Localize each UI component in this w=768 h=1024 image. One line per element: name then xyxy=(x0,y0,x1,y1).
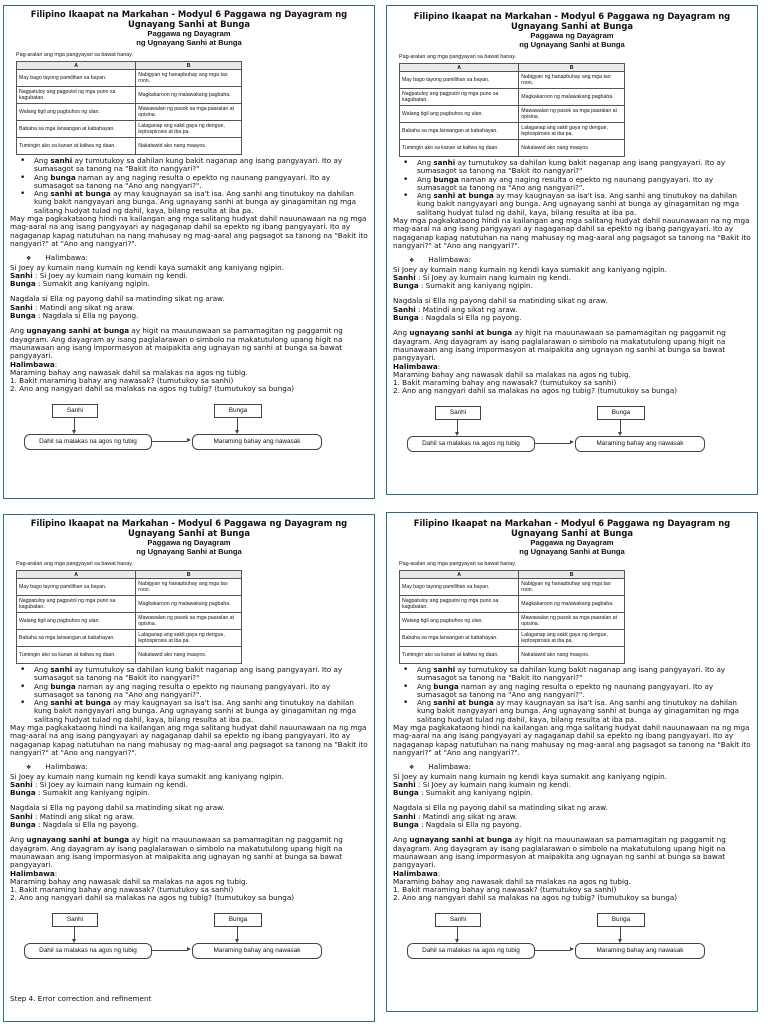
text: naman ay ang naging resulta o epekto ng naunang pangyayari. Ito ay sumasagot sa tanong na "Ano ang nangyari?". xyxy=(417,174,714,192)
table-row xyxy=(17,121,242,138)
diagram-effect-box: Maraming bahay ang nawasak xyxy=(192,943,322,959)
bunga-label: Bunga xyxy=(393,820,419,830)
sanhi-label: Sanhi xyxy=(10,811,33,821)
text: naman ay ang naging resulta o epekto ng naunang pangyayari. Ito ay sumasagot sa tanong na "Ano ang nangyari?". xyxy=(417,681,714,699)
cell-b: Nabigyan ng hanapbuhay ang mga tao roon. xyxy=(519,72,625,89)
list-item-sanhi-at-bunga xyxy=(34,190,368,215)
cell-b: Lalaganap ang sakit gaya ng dengue, leptospirosis at iba pa. xyxy=(519,630,625,647)
diagram-effect-box: Maraming bahay ang nawasak xyxy=(575,436,705,452)
table-row xyxy=(400,630,625,647)
cell-a: Nagpatuloy ang pagputol ng mga puno sa kagubatan. xyxy=(17,596,136,613)
cell-b: Lalaganap ang sakit gaya ng dengue, leptospirosis at iba pa. xyxy=(519,123,625,140)
diagram-bunga-box: Bunga xyxy=(597,406,645,420)
cell-b: Magkakaroon ng malawakang pagbaha. xyxy=(136,87,242,104)
sanhi-label: Sanhi xyxy=(393,304,416,314)
example3-q2: 2. Ano ang nangyari dahil sa malakas na agos ng tubig? (tumutukoy sa bunga) xyxy=(393,893,678,903)
cell-b: Nabigyan ng hanapbuhay ang mga tao roon. xyxy=(136,579,242,596)
instruction: Pag-aralan ang mga pangyayari sa bawat hanay. xyxy=(16,561,134,567)
list-item-bunga xyxy=(34,174,368,191)
example1-sentence: Si Joey ay kumain nang kumain ng kendi kaya sumakit ang kaniyang ngipin. xyxy=(393,771,667,781)
text: Ang xyxy=(393,835,410,845)
text: ay higit na mauunawaan sa pamamagitan ng paggamit ng dayagram. Ang dayagram ay isang paglalarawan o simbolo na makatutulong upang higit na maunawaan ang isang impormasyon at maipakita ang ugnayan ng sanhi at bunga sa bawat pangyayari. xyxy=(10,835,343,870)
list-item-bunga xyxy=(417,176,751,193)
example3-q1: 1. Bakit maraming bahay ang nawasak? (tumutukoy sa sanhi) xyxy=(393,378,617,388)
table-row xyxy=(400,140,625,157)
text: : Sumakit ang kaniyang ngipin. xyxy=(418,788,533,798)
diagram-sanhi-box: Sanhi xyxy=(52,404,98,418)
module-page-copy-1 xyxy=(3,5,375,499)
term-bunga: bunga xyxy=(433,681,459,691)
diagram-cause-box: Dahil sa malakas na agos ng tubig xyxy=(407,943,535,959)
paragraph-hudyat: May mga pagkakataong hindi na kailangan ang mga salitang hudyat dahil nauunawaan na ng mga mag-aaral na ang isang pangyayari ay nagaganap dahil sa epekto ng ibang pangyayari. Ito ay nagaganap kapag natutuhan na nang mahusay ng mag-aaral ang pagsagot sa tanong na "Bakit ito nangyari?" at "Ano ang nangyari?". xyxy=(393,723,751,757)
diagram-bunga-box: Bunga xyxy=(214,913,262,927)
example3-sentence: Maraming bahay ang nawasak dahil sa malakas na agos ng tubig. xyxy=(393,876,631,886)
text: ay tumutukoy sa dahilan kung bakit naganap ang isang pangyayari. Ito ay sumasagot sa tanong na "Bakit ito nangyari?" xyxy=(417,158,726,176)
example3-q2: 2. Ano ang nangyari dahil sa malakas na agos ng tubig? (tumutukoy sa bunga) xyxy=(10,893,295,903)
subtitle-line2: ng Ugnayang Sanhi at Bunga xyxy=(519,546,625,556)
text: ay may kaugnayan sa isa't isa. Ang sanhi ang tinutukoy na dahilan kung bakit nangyayari ang bunga. Ang ugnayang sanhi at bunga ay ginagamitan ng mga salitang hudyat tulad ng dahil, kaya, bilang resulta at iba pa. xyxy=(34,698,357,724)
arrow-right-icon xyxy=(187,947,191,951)
example3-sentence: Maraming bahay ang nawasak dahil sa malakas na agos ng tubig. xyxy=(10,876,248,886)
column-a-header: A xyxy=(17,571,136,579)
term-ugnayan: ugnayang sanhi at bunga xyxy=(409,835,513,845)
subtitle-line1: Paggawa ng Dayagram xyxy=(147,538,231,548)
halimbawa-label: Halimbawa: xyxy=(45,253,88,263)
arrow-right-icon xyxy=(570,947,574,951)
example2-sentence: Nagdala si Ella ng payong dahil sa matinding sikat ng araw. xyxy=(393,296,608,306)
cell-b: Mawawalan ng pasok sa mga paaralan at opisina. xyxy=(519,106,625,123)
diamond-icon: ❖ xyxy=(26,764,32,772)
text: Ang xyxy=(34,698,51,708)
list-item-sanhi xyxy=(34,157,368,174)
table-row xyxy=(17,596,242,613)
subtitle-line2: ng Ugnayang Sanhi at Bunga xyxy=(136,37,242,47)
text: ay may kaugnayan sa isa't isa. Ang sanhi ang tinutukoy na dahilan kung bakit nangyayari ang bunga. Ang ugnayang sanhi at bunga ay ginagamitan ng mga salitang hudyat tulad ng dahil, kaya, bilang resulta at iba pa. xyxy=(34,189,357,215)
connector-line xyxy=(620,926,621,940)
list-item-sanhi xyxy=(417,159,751,176)
term-sanhi-at-bunga: sanhi at bunga xyxy=(433,191,494,201)
text: Ang xyxy=(417,698,434,708)
term-sanhi-at-bunga: sanhi at bunga xyxy=(50,698,111,708)
instruction: Pag-aralan ang mga pangyayari sa bawat hanay. xyxy=(399,54,517,60)
column-b-header: B xyxy=(136,62,242,70)
cell-a: Babaha sa mga lansangan at kabahayan. xyxy=(400,123,519,140)
instruction: Pag-aralan ang mga pangyayari sa bawat hanay. xyxy=(16,52,134,58)
arrow-right-icon xyxy=(187,438,191,442)
example1-sentence: Si Joey ay kumain nang kumain ng kendi kaya sumakit ang kaniyang ngipin. xyxy=(10,262,284,272)
connector-line xyxy=(237,417,238,431)
example2-bunga xyxy=(393,821,751,829)
text: Ang xyxy=(417,191,434,201)
bunga-label: Bunga xyxy=(393,281,419,291)
cell-a: Nagpatuloy ang pagputol ng mga puno sa kagubatan. xyxy=(400,596,519,613)
colon: : xyxy=(54,359,58,369)
term-sanhi-at-bunga: sanhi at bunga xyxy=(50,189,111,199)
cell-a: Nagpatuloy ang pagputol ng mga puno sa kagubatan. xyxy=(17,87,136,104)
halimbawa2-label: Halimbawa xyxy=(393,868,438,878)
term-ugnayan: ugnayang sanhi at bunga xyxy=(26,835,130,845)
cause-effect-diagram xyxy=(393,913,751,973)
definition-list xyxy=(417,159,751,217)
cell-a: Babaha sa mga lansangan at kabahayan. xyxy=(17,121,136,138)
footer-step-text: Step 4. Error correction and refinement xyxy=(10,994,152,1003)
text: ay may kaugnayan sa isa't isa. Ang sanhi ang tinutukoy na dahilan kung bakit nangyayari ang bunga. Ang ugnayang sanhi at bunga ay ginagamitan ng mga salitang hudyat tulad ng dahil, kaya, bilang resulta at iba pa. xyxy=(417,191,740,217)
example1-bunga xyxy=(393,282,751,290)
example3-sentence: Maraming bahay ang nawasak dahil sa malakas na agos ng tubig. xyxy=(10,367,248,377)
ugnayan-paragraph xyxy=(393,836,751,869)
text: : Matindi ang sikat ng araw. xyxy=(415,304,518,314)
connector-line xyxy=(74,926,75,940)
connector-line xyxy=(457,419,458,433)
cell-b: Nabigyan ng hanapbuhay ang mga tao roon. xyxy=(136,70,242,87)
cell-a: May bago tayong pamilihan sa bayan. xyxy=(400,72,519,89)
text: Ang xyxy=(34,189,51,199)
table-row xyxy=(17,647,242,664)
halimbawa-label: Halimbawa: xyxy=(428,762,471,772)
list-item-sanhi xyxy=(417,666,751,683)
bunga-label: Bunga xyxy=(10,788,36,798)
example2-sentence: Nagdala si Ella ng payong dahil sa matinding sikat ng araw. xyxy=(393,803,608,813)
text: Ang xyxy=(417,665,434,674)
text: ay tumutukoy sa dahilan kung bakit naganap ang isang pangyayari. Ito ay sumasagot sa tanong na "Bakit ito nangyari?" xyxy=(34,665,343,683)
table-row xyxy=(17,630,242,647)
table-row xyxy=(17,579,242,596)
cell-b: Mawawalan ng pasok sa mga paaralan at opisina. xyxy=(136,104,242,121)
cell-a: Tumingin ako sa kanan at kaliwa ng daan. xyxy=(17,138,136,155)
text: naman ay ang naging resulta o epekto ng naunang pangyayari. Ito ay sumasagot sa tanong na "Ano ang nangyari?". xyxy=(34,172,331,190)
cell-b: Nakatawid ako nang maayos. xyxy=(519,140,625,157)
text: ay tumutukoy sa dahilan kung bakit naganap ang isang pangyayari. Ito ay sumasagot sa tanong na "Bakit ito nangyari?" xyxy=(417,665,726,683)
example1-bunga xyxy=(393,789,751,797)
cell-a: Tumingin ako sa kanan at kaliwa ng daan. xyxy=(400,647,519,664)
text: Ang xyxy=(393,328,410,338)
connector-line xyxy=(457,926,458,940)
diamond-icon: ❖ xyxy=(409,764,415,772)
text: : Sumakit ang kaniyang ngipin. xyxy=(35,279,150,289)
cell-a: Walang tigil ang pagbuhos ng ulan. xyxy=(17,613,136,630)
text: Ang xyxy=(417,681,434,691)
cell-b: Magkakaroon ng malawakang pagbaha. xyxy=(136,596,242,613)
connector-line xyxy=(237,926,238,940)
connector-line xyxy=(620,419,621,433)
term-sanhi: sanhi xyxy=(433,158,456,167)
list-item-bunga xyxy=(417,683,751,700)
cell-a: May bago tayong pamilihan sa bayan. xyxy=(17,579,136,596)
cell-b: Magkakaroon ng malawakang pagbaha. xyxy=(519,89,625,106)
halimbawa-label: Halimbawa: xyxy=(45,762,88,772)
example3-q1: 1. Bakit maraming bahay ang nawasak? (tumutukoy sa sanhi) xyxy=(10,885,234,895)
text: : Si Joey ay kumain nang kumain ng kendi. xyxy=(415,779,571,789)
example1-sentence: Si Joey ay kumain nang kumain ng kendi kaya sumakit ang kaniyang ngipin. xyxy=(10,771,284,781)
example3-q1: 1. Bakit maraming bahay ang nawasak? (tumutukoy sa sanhi) xyxy=(393,885,617,895)
list-item-sanhi-at-bunga xyxy=(417,192,751,217)
connector-line xyxy=(534,950,570,951)
cause-effect-diagram xyxy=(10,913,368,973)
example2-sentence: Nagdala si Ella ng payong dahil sa matinding sikat ng araw. xyxy=(10,803,225,813)
cell-b: Lalaganap ang sakit gaya ng dengue, leptospirosis at iba pa. xyxy=(136,630,242,647)
sanhi-label: Sanhi xyxy=(393,811,416,821)
table-row xyxy=(17,104,242,121)
cell-b: Magkakaroon ng malawakang pagbaha. xyxy=(519,596,625,613)
text: : Nagdala si Ella ng payong. xyxy=(35,311,139,321)
text: : Si Joey ay kumain nang kumain ng kendi. xyxy=(32,270,188,280)
list-item-sanhi-at-bunga xyxy=(417,699,751,724)
column-b-header: B xyxy=(519,64,625,72)
cell-a: May bago tayong pamilihan sa bayan. xyxy=(400,579,519,596)
connector-line xyxy=(151,441,187,442)
text: naman ay ang naging resulta o epekto ng naunang pangyayari. Ito ay sumasagot sa tanong na "Ano ang nangyari?". xyxy=(34,681,331,699)
cause-effect-diagram xyxy=(10,404,368,464)
table-row xyxy=(400,123,625,140)
text: Ang xyxy=(417,158,434,167)
diagram-sanhi-box: Sanhi xyxy=(435,406,481,420)
diagram-bunga-box: Bunga xyxy=(214,404,262,418)
list-item-sanhi-at-bunga xyxy=(34,699,368,724)
table-row xyxy=(400,596,625,613)
instruction: Pag-aralan ang mga pangyayari sa bawat hanay. xyxy=(399,561,517,567)
cell-a: Babaha sa mga lansangan at kabahayan. xyxy=(17,630,136,647)
table-row xyxy=(400,647,625,664)
cell-a: Tumingin ako sa kanan at kaliwa ng daan. xyxy=(400,140,519,157)
term-sanhi: sanhi xyxy=(50,665,73,674)
subtitle-line1: Paggawa ng Dayagram xyxy=(530,31,614,41)
module-header: Filipino Ikaapat na Markahan - Modyul 6 Paggawa ng Dayagram ng Ugnayang Sanhi at Bunga xyxy=(30,9,348,29)
cell-a: Tumingin ako sa kanan at kaliwa ng daan. xyxy=(17,647,136,664)
cell-a: Babaha sa mga lansangan at kabahayan. xyxy=(400,630,519,647)
diamond-icon: ❖ xyxy=(26,255,32,263)
cause-effect-table xyxy=(16,61,242,155)
diagram-cause-box: Dahil sa malakas na agos ng tubig xyxy=(24,943,152,959)
text: ay higit na mauunawaan sa pamamagitan ng paggamit ng dayagram. Ang dayagram ay isang paglalarawan o simbolo na makatutulong upang higit na maunawaan ang isang impormasyon at maipakita ang ugnayan ng sanhi at bunga sa bawat pangyayari. xyxy=(10,326,343,361)
definition-list xyxy=(34,666,368,724)
text: : Nagdala si Ella ng payong. xyxy=(418,820,522,830)
cell-b: Nakatawid ako nang maayos. xyxy=(136,647,242,664)
module-page-copy-4 xyxy=(386,512,758,1012)
colon: : xyxy=(437,361,441,371)
diagram-bunga-box: Bunga xyxy=(597,913,645,927)
list-item-sanhi xyxy=(34,666,368,683)
column-a-header: A xyxy=(17,62,136,70)
cell-b: Nakatawid ako nang maayos. xyxy=(136,138,242,155)
cell-b: Mawawalan ng pasok sa mga paaralan at opisina. xyxy=(136,613,242,630)
column-b-header: B xyxy=(519,571,625,579)
sanhi-label: Sanhi xyxy=(393,779,416,789)
bunga-label: Bunga xyxy=(393,788,419,798)
text: : Si Joey ay kumain nang kumain ng kendi. xyxy=(415,272,571,282)
cell-a: Walang tigil ang pagbuhos ng ulan. xyxy=(400,106,519,123)
bunga-label: Bunga xyxy=(393,313,419,323)
cell-a: Walang tigil ang pagbuhos ng ulan. xyxy=(400,613,519,630)
table-row xyxy=(17,87,242,104)
text: Ang xyxy=(34,681,51,691)
definition-list xyxy=(34,157,368,215)
table-row xyxy=(400,613,625,630)
diagram-effect-box: Maraming bahay ang nawasak xyxy=(192,434,322,450)
example3-q2: 2. Ano ang nangyari dahil sa malakas na agos ng tubig? (tumutukoy sa bunga) xyxy=(10,384,295,394)
connector-line xyxy=(151,950,187,951)
ugnayan-paragraph xyxy=(393,329,751,362)
paragraph-hudyat: May mga pagkakataong hindi na kailangan ang mga salitang hudyat dahil nauunawaan na ng mga mag-aaral na ang isang pangyayari ay nagaganap dahil sa epekto ng ibang pangyayari. Ito ay nagaganap kapag natutuhan na nang mahusay ng mag-aaral ang pagsagot sa tanong na "Bakit ito nangyari?" at "Ano ang nangyari?". xyxy=(10,214,368,248)
text: : Nagdala si Ella ng payong. xyxy=(35,820,139,830)
bunga-label: Bunga xyxy=(10,311,36,321)
text: ay higit na mauunawaan sa pamamagitan ng paggamit ng dayagram. Ang dayagram ay isang paglalarawan o simbolo na makatutulong upang higit na maunawaan ang isang impormasyon at maipakita ang ugnayan ng sanhi at bunga sa bawat pangyayari. xyxy=(393,328,726,363)
term-sanhi: sanhi xyxy=(433,665,456,674)
example1-sentence: Si Joey ay kumain nang kumain ng kendi kaya sumakit ang kaniyang ngipin. xyxy=(393,264,667,274)
term-bunga: bunga xyxy=(50,681,76,691)
text: : Nagdala si Ella ng payong. xyxy=(418,313,522,323)
module-header: Filipino Ikaapat na Markahan - Modyul 6 Paggawa ng Dayagram ng Ugnayang Sanhi at Bunga xyxy=(30,518,348,538)
diagram-cause-box: Dahil sa malakas na agos ng tubig xyxy=(407,436,535,452)
cause-effect-table xyxy=(399,63,625,157)
halimbawa2-label: Halimbawa xyxy=(393,361,438,371)
list-item-bunga xyxy=(34,683,368,700)
cause-effect-diagram xyxy=(393,406,751,466)
bunga-label: Bunga xyxy=(10,279,36,289)
text: : Sumakit ang kaniyang ngipin. xyxy=(35,788,150,798)
sanhi-label: Sanhi xyxy=(10,302,33,312)
column-a-header: A xyxy=(400,571,519,579)
column-a-header: A xyxy=(400,64,519,72)
table-row xyxy=(17,138,242,155)
term-ugnayan: ugnayang sanhi at bunga xyxy=(409,328,513,338)
diagram-cause-box: Dahil sa malakas na agos ng tubig xyxy=(24,434,152,450)
example3-q1: 1. Bakit maraming bahay ang nawasak? (tumutukoy sa sanhi) xyxy=(10,376,234,386)
term-bunga: bunga xyxy=(50,172,76,182)
cell-b: Lalaganap ang sakit gaya ng dengue, leptospirosis at iba pa. xyxy=(136,121,242,138)
colon: : xyxy=(54,868,58,878)
bunga-label: Bunga xyxy=(10,820,36,830)
text: ay may kaugnayan sa isa't isa. Ang sanhi ang tinutukoy na dahilan kung bakit nangyayari ang bunga. Ang ugnayang sanhi at bunga ay ginagamitan ng mga salitang hudyat tulad ng dahil, kaya, bilang resulta at iba pa. xyxy=(417,698,740,724)
diagram-sanhi-box: Sanhi xyxy=(435,913,481,927)
module-header: Filipino Ikaapat na Markahan - Modyul 6 Paggawa ng Dayagram ng Ugnayang Sanhi at Bunga xyxy=(413,518,731,538)
text: : Sumakit ang kaniyang ngipin. xyxy=(418,281,533,291)
table-row xyxy=(400,579,625,596)
module-page-copy-3 xyxy=(3,514,375,1022)
connector-line xyxy=(534,443,570,444)
text: Ang xyxy=(417,174,434,184)
text: Ang xyxy=(34,665,51,674)
cell-a: Walang tigil ang pagbuhos ng ulan. xyxy=(17,104,136,121)
cell-b: Nakatawid ako nang maayos. xyxy=(519,647,625,664)
ugnayan-paragraph xyxy=(10,836,368,869)
text: Ang xyxy=(10,326,27,336)
example3-q2: 2. Ano ang nangyari dahil sa malakas na agos ng tubig? (tumutukoy sa bunga) xyxy=(393,386,678,396)
subtitle-line1: Paggawa ng Dayagram xyxy=(147,29,231,39)
paragraph-hudyat: May mga pagkakataong hindi na kailangan ang mga salitang hudyat dahil nauunawaan na ng mga mag-aaral na ang isang pangyayari ay nagaganap dahil sa epekto ng ibang pangyayari. Ito ay nagaganap kapag natutuhan na nang mahusay ng mag-aaral ang pagsagot sa tanong na "Bakit ito nangyari?" at "Ano ang nangyari?". xyxy=(393,216,751,250)
text: ay tumutukoy sa dahilan kung bakit naganap ang isang pangyayari. Ito ay sumasagot sa tanong na "Bakit ito nangyari?" xyxy=(34,156,343,174)
sanhi-label: Sanhi xyxy=(393,272,416,282)
colon: : xyxy=(437,868,441,878)
term-sanhi-at-bunga: sanhi at bunga xyxy=(433,698,494,708)
example2-bunga xyxy=(393,314,751,322)
cell-a: May bago tayong pamilihan sa bayan. xyxy=(17,70,136,87)
example3-sentence: Maraming bahay ang nawasak dahil sa malakas na agos ng tubig. xyxy=(393,369,631,379)
text: : Si Joey ay kumain nang kumain ng kendi. xyxy=(32,779,188,789)
cause-effect-table xyxy=(16,570,242,664)
subtitle-line2: ng Ugnayang Sanhi at Bunga xyxy=(519,39,625,49)
cell-b: Nabigyan ng hanapbuhay ang mga tao roon. xyxy=(519,579,625,596)
text: ay higit na mauunawaan sa pamamagitan ng paggamit ng dayagram. Ang dayagram ay isang paglalarawan o simbolo na makatutulong upang higit na maunawaan ang isang impormasyon at maipakita ang ugnayan ng sanhi at bunga sa bawat pangyayari. xyxy=(393,835,726,870)
diagram-effect-box: Maraming bahay ang nawasak xyxy=(575,943,705,959)
column-b-header: B xyxy=(136,571,242,579)
text: Ang xyxy=(34,156,51,165)
subtitle-line1: Paggawa ng Dayagram xyxy=(530,538,614,548)
example1-bunga xyxy=(10,789,368,797)
diagram-sanhi-box: Sanhi xyxy=(52,913,98,927)
cause-effect-table xyxy=(399,570,625,664)
term-bunga: bunga xyxy=(433,174,459,184)
example2-bunga xyxy=(10,312,368,320)
example1-bunga xyxy=(10,280,368,288)
table-row xyxy=(400,89,625,106)
diamond-icon: ❖ xyxy=(409,257,415,265)
arrow-right-icon xyxy=(570,440,574,444)
cell-b: Mawawalan ng pasok sa mga paaralan at opisina. xyxy=(519,613,625,630)
sanhi-label: Sanhi xyxy=(10,779,33,789)
module-page-copy-2 xyxy=(386,5,758,495)
subtitle-line2: ng Ugnayang Sanhi at Bunga xyxy=(136,546,242,556)
example2-bunga xyxy=(10,821,368,829)
halimbawa2-label: Halimbawa xyxy=(10,359,55,369)
table-row xyxy=(400,72,625,89)
paragraph-hudyat: May mga pagkakataong hindi na kailangan ang mga salitang hudyat dahil nauunawaan na ng mga mag-aaral na ang isang pangyayari ay nagaganap dahil sa epekto ng ibang pangyayari. Ito ay nagaganap kapag natutuhan na nang mahusay ng mag-aaral ang pagsagot sa tanong na "Bakit ito nangyari?" at "Ano ang nangyari?". xyxy=(10,723,368,757)
term-ugnayan: ugnayang sanhi at bunga xyxy=(26,326,130,336)
connector-line xyxy=(74,417,75,431)
module-header: Filipino Ikaapat na Markahan - Modyul 6 Paggawa ng Dayagram ng Ugnayang Sanhi at Bunga xyxy=(413,11,731,31)
text: Ang xyxy=(10,835,27,845)
halimbawa-label: Halimbawa: xyxy=(428,255,471,265)
ugnayan-paragraph xyxy=(10,327,368,360)
sanhi-label: Sanhi xyxy=(10,270,33,280)
table-row xyxy=(400,106,625,123)
cell-a: Nagpatuloy ang pagputol ng mga puno sa kagubatan. xyxy=(400,89,519,106)
example2-sentence: Nagdala si Ella ng payong dahil sa matinding sikat ng araw. xyxy=(10,294,225,304)
text: : Matindi ang sikat ng araw. xyxy=(32,302,135,312)
table-row xyxy=(17,70,242,87)
halimbawa2-label: Halimbawa xyxy=(10,868,55,878)
term-sanhi: sanhi xyxy=(50,156,73,165)
table-row xyxy=(17,613,242,630)
text: Ang xyxy=(34,172,51,182)
text: : Matindi ang sikat ng araw. xyxy=(32,811,135,821)
definition-list xyxy=(417,666,751,724)
text: : Matindi ang sikat ng araw. xyxy=(415,811,518,821)
